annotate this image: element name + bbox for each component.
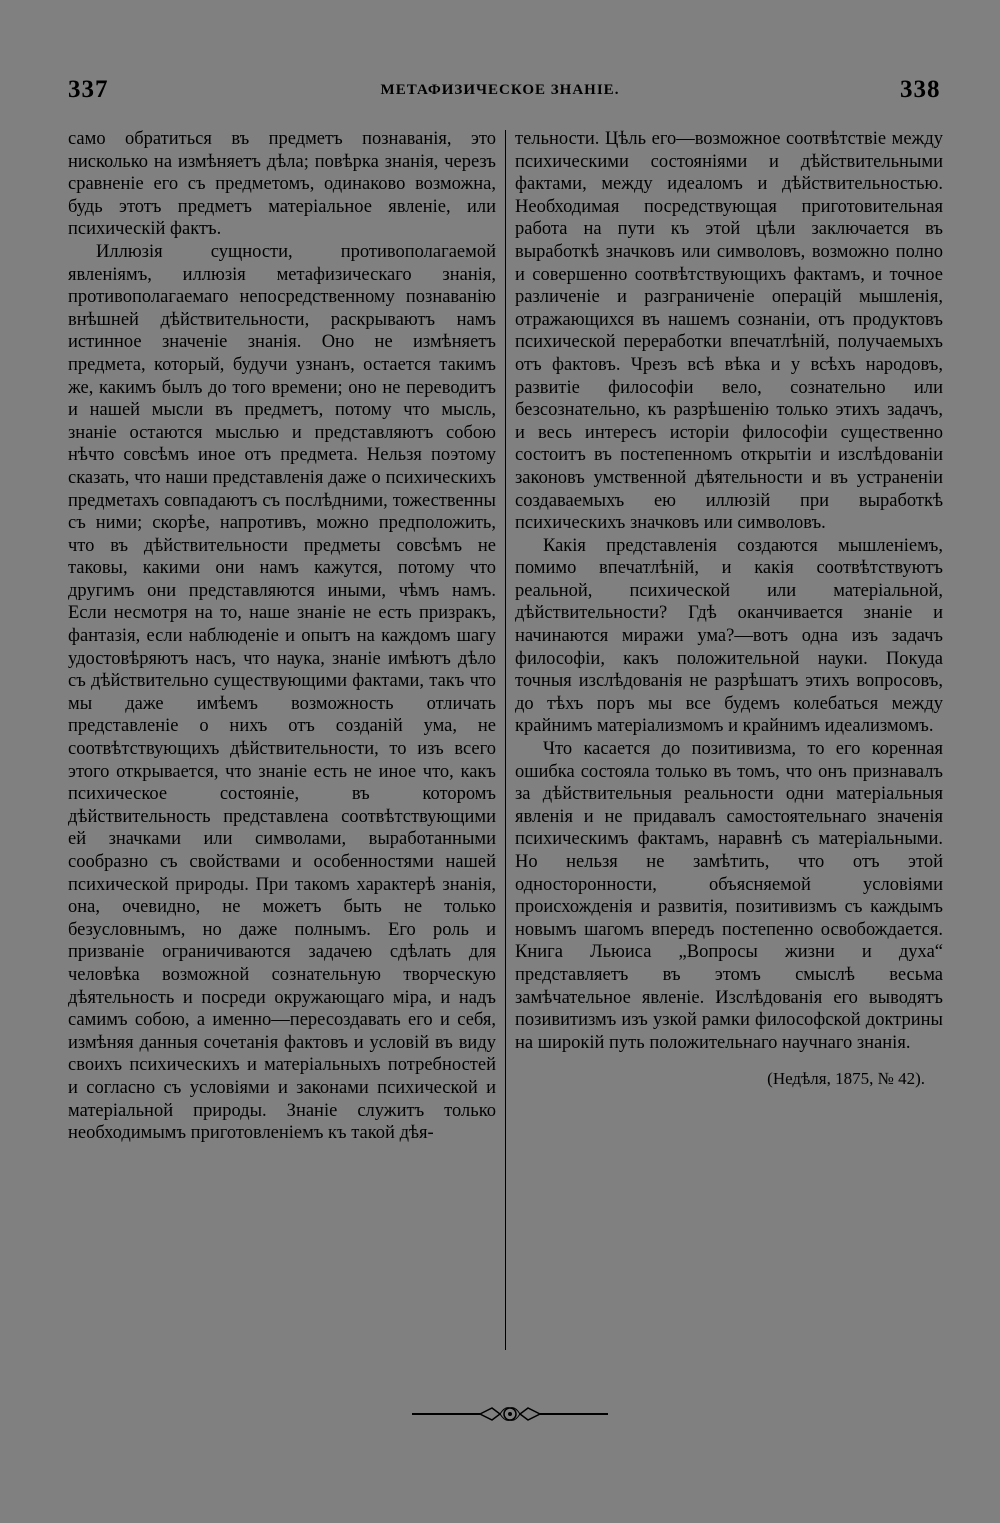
column-divider [505, 130, 506, 1350]
paragraph: Иллюзія сущности, противополагаемой явленіямъ, иллюзія метафизическаго знанія, противополагаемаго непосредственному познаванію внѣшней дѣйствительности, раскрываютъ намъ истинное значеніе знанія. Оно не измѣняетъ предмета, который, будучи узнанъ, остается такимъ же, какимъ былъ до того времени; оно не переводитъ и нашей мысли въ предметъ, потому что мысль, знаніе остаются мыслью и представляютъ собою нѣчто совсѣмъ иное отъ предмета. Нельзя поэтому сказать, что наши представленія даже о психическихъ предметахъ совпадаютъ съ послѣдними, тожественны съ ними; скорѣе, напротивъ, можно предположить, что въ дѣйствительности предметы совсѣмъ не таковы, какими они намъ кажутся, потому что другимъ они представляются иными, чѣмъ намъ. Если несмотря на то, наше знаніе не есть призракъ, фантазія, если наблюденіе и опытъ на каждомъ шагу удостовѣряютъ насъ, что наука, знаніе имѣютъ дѣло съ дѣйствительно существующими фактами, такъ что мы даже имѣемъ возможность отличать представленіе о нихъ отъ созданій ума, не соотвѣтствующихъ дѣйствительности, то изъ всего этого открывается, что знаніе есть не иное что, какъ психическое состояніе, въ которомъ дѣйствительность представлена соотвѣтствующими ей значками или символами, выработанными сообразно съ свойствами и особенностями нашей психической природы. При такомъ характерѣ знанія, она, очевидно, не можетъ быть не только безусловнымъ, но даже полнымъ. Его роль и призваніе ограничиваются задачею сдѣлать для человѣка возможной сознательную творческую дѣятельность и посреди окружающаго міра, и надъ самимъ собою, а именно—пересоздавать его и себя, измѣняя данныя сочетанія фактовъ и условій въ виду своихъ психическихъ и матеріальныхъ потребностей и согласно съ условіями и законами психической и матеріальной природы. Знаніе служитъ только необходимымъ приготовленіемъ къ такой дѣя- [68, 241, 496, 1144]
page-number-right: 338 [900, 76, 941, 103]
page-number-left: 337 [68, 76, 109, 103]
source-citation: (Недѣля, 1875, № 42). [767, 1069, 925, 1089]
left-column [68, 128, 496, 1145]
paragraph: тельности. Цѣль его—возможное соотвѣтствіе между психическими состояніями и дѣйствительными фактами, между идеаломъ и дѣйствительностью. Необходимая посредствующая приготовительная работа на пути къ этой цѣли заключается въ выработкѣ значковъ или символовъ, возможно полно и совершенно соотвѣтствующихъ фактамъ, и точное различеніе и разграниченіе операцій мышленія, отражающихся въ нашемъ сознаніи, отъ продуктовъ психической переработки впечатлѣній, получаемыхъ отъ фактовъ. Чрезъ всѣ вѣка и у всѣхъ народовъ, развитіе философіи вело, сознательно или безсознательно, къ разрѣшенію только этихъ задачъ, и весь интересъ исторіи философіи существенно состоитъ въ постепенномъ открытіи и изслѣдованіи законовъ умственной дѣятельности и въ устраненіи создаваемыхъ ею иллюзій при выработкѣ психическихъ значковъ или символовъ. [515, 129, 943, 534]
paragraph: само обратиться въ предметъ познаванія, это нисколько на измѣняетъ дѣла; повѣрка знанія, черезъ сравненіе его съ предметомъ, одинаково возможна, будь этотъ предметъ матеріальное явленіе, или психическій фактъ. [68, 129, 496, 240]
paragraph: Какія представленія создаются мышленіемъ, помимо впечатлѣній, и какія соотвѣтствуютъ реальной, психической или матеріальной, дѣйствительности? Гдѣ оканчивается знаніе и начинаются миражи ума?—вотъ одна изъ задачъ философіи, какъ положительной науки. Покуда точныя изслѣдованія не разрѣшатъ этихъ вопросовъ, до тѣхъ поръ мы все будемъ колебаться между крайнимъ матеріализмомъ и крайнимъ идеализмомъ. [515, 535, 943, 737]
ornament-divider-icon [410, 1402, 610, 1426]
running-head-title: МЕТАФИЗИЧЕСКОЕ ЗНАНІЕ. [380, 82, 620, 98]
right-column [515, 128, 943, 1091]
paragraph: Что касается до позитивизма, то его коренная ошибка состояла только въ томъ, что онъ признавалъ за дѣйствительныя реальности одни матеріальныя явленія и не придавалъ самостоятельнаго значенія психическимъ фактамъ, наравнѣ съ матеріальными. Но нельзя не замѣтить, что отъ этой односторонности, объясняемой условіями происхожденія и развитія, позитивизмъ съ каждымъ новымъ шагомъ впередъ постепенно освобождается. Книга Льюиса „Вопросы жизни и духа“ представляетъ въ этомъ смыслѣ весьма замѣчательное явленіе. Изслѣдованія его выводятъ позивитизмъ изъ узкой рамки философской доктрины на широкій путь положительнаго научнаго знанія. [515, 739, 943, 1053]
